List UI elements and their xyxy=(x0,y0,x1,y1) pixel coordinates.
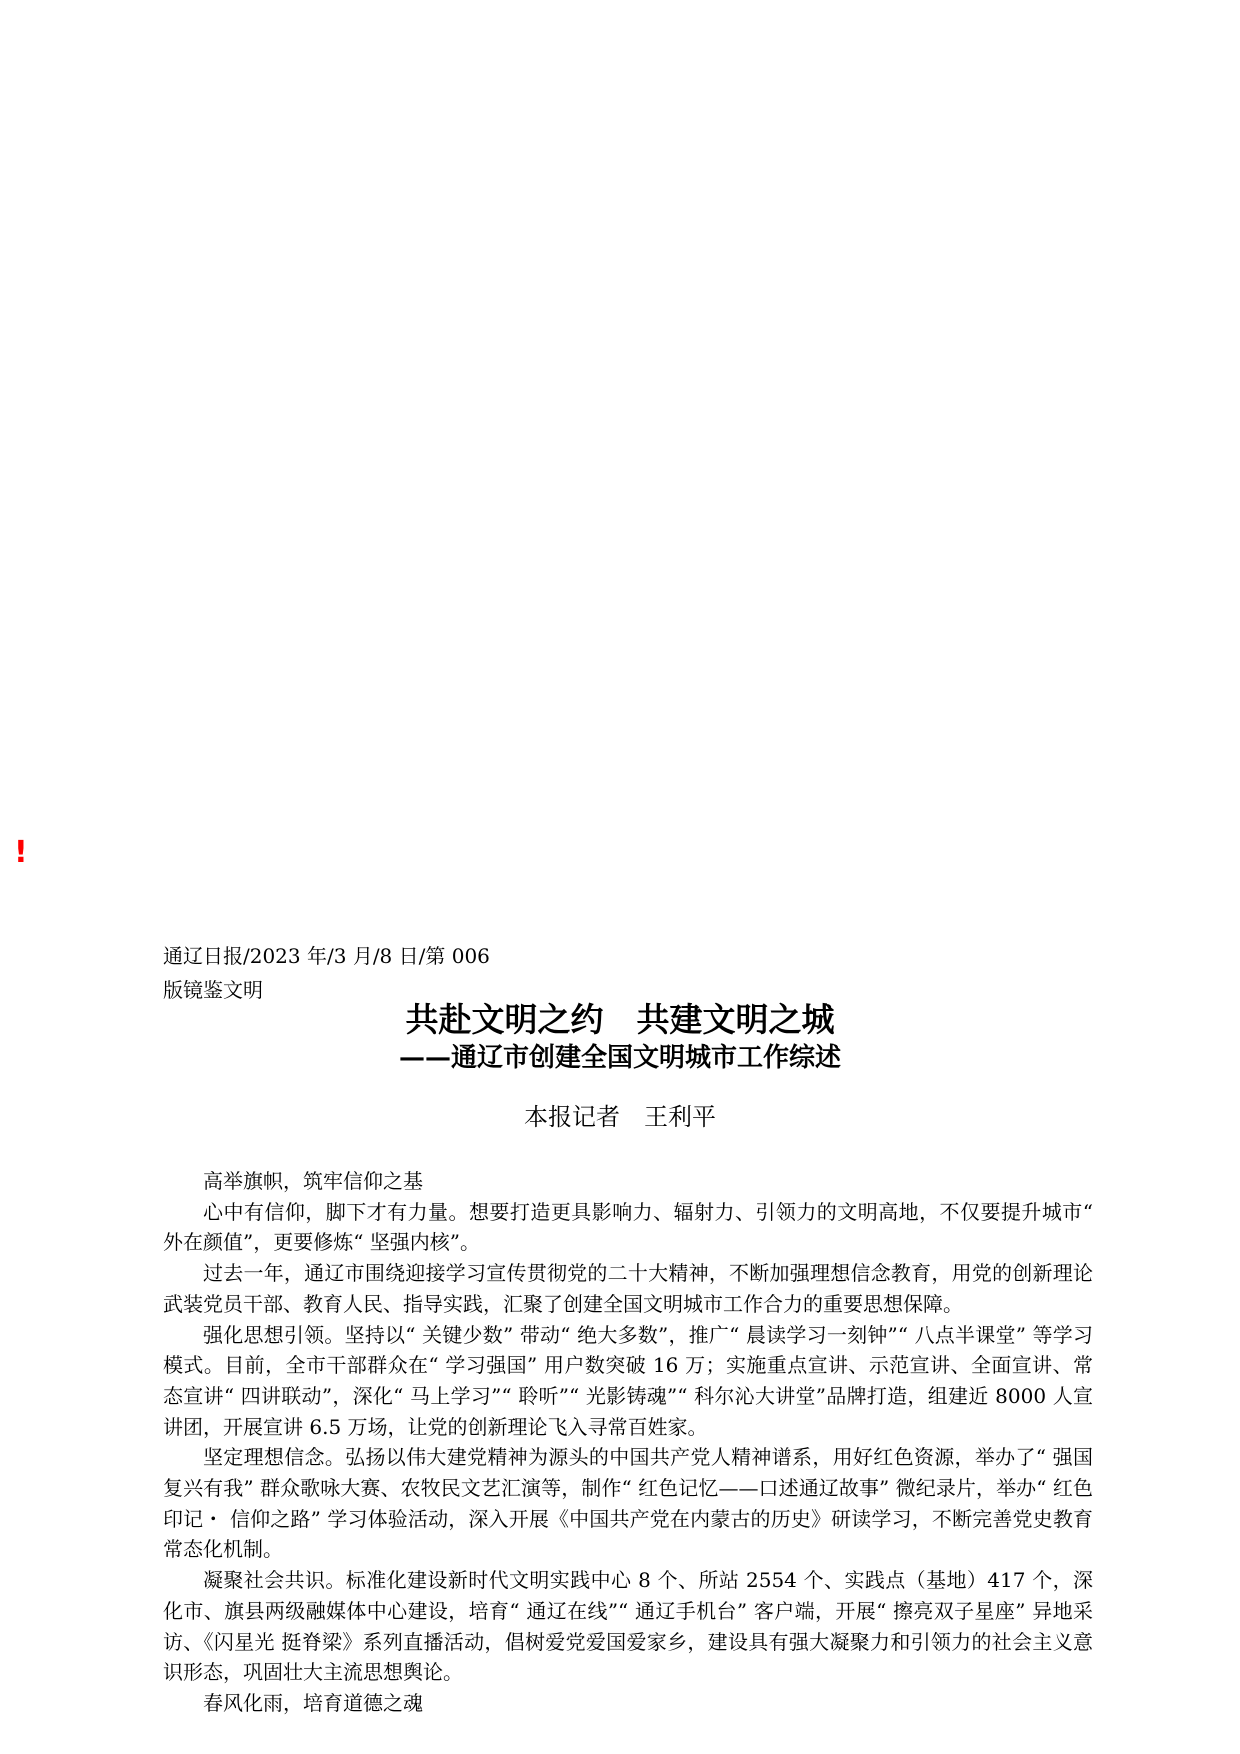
body-paragraph: 心中有信仰，脚下才有力量。想要打造更具影响力、辐射力、引领力的文明高地，不仅要提升城市“ 外在颜值”，更要修炼“ 坚强内核”。 xyxy=(163,1199,1093,1255)
article-byline: 本报记者 王利平 xyxy=(524,1103,716,1131)
section-heading: 高举旗帜，筑牢信仰之基 xyxy=(203,1169,423,1193)
body-paragraph: 坚定理想信念。弘扬以伟大建党精神为源头的中国共产党人精神谱系，用好红色资源，举办了“ 强国复兴有我” 群众歌咏大赛、农牧民文艺汇演等，制作“ 红色记忆——口述通辽故事” 微纪录片，举办“ 红色印记・ 信仰之路” 学习体验活动，深入开展《中国共产党在内蒙古的历史》研读学习，不断完善党史教育常态化机制。 xyxy=(163,1445,1093,1562)
red-exclamation-mark: ! xyxy=(14,835,28,870)
body-paragraph: 过去一年，通辽市围绕迎接学习宣传贯彻党的二十大精神，不断加强理想信念教育，用党的创新理论武装党员干部、教育人民、指导实践，汇聚了创建全国文明城市工作合力的重要思想保障。 xyxy=(163,1261,1093,1316)
source-line-2: 版镜鉴文明 xyxy=(163,978,263,1002)
article-title: 共赴文明之约 共建文明之城 xyxy=(405,1000,835,1039)
body-paragraph: 凝聚社会共识。标准化建设新时代文明实践中心 8 个、所站 2554 个、实践点（基地）417 个，深化市、旗县两级融媒体中心建设，培育“ 通辽在线”“ 通辽手机台” 客户端，开展“ 擦亮双子星座” 异地采访、《闪星光 挺脊梁》系列直播活动，倡树爱党爱国爱家乡，建设具有强大凝聚力和引领力的社会主义意识形态，巩固壮大主流思想舆论。 xyxy=(163,1568,1093,1685)
body-paragraph: 强化思想引领。坚持以“ 关键少数” 带动“ 绝大多数”，推广“ 晨读学习一刻钟”“ 八点半课堂” 等学习模式。目前，全市干部群众在“ 学习强国” 用户数突破 16 万；实施重点宣讲、示范宣讲、全面宣讲、常态宣讲“ 四讲联动”，深化“ 马上学习”“ 聆听”“ 光影铸魂”“ 科尔沁大讲堂”品牌打造，组建近 8000 人宣讲团，开展宣讲 6.5 万场，让党的创新理论飞入寻常百姓家。 xyxy=(163,1322,1093,1439)
source-line-1: 通辽日报/2023 年/3 月/8 日/第 006 xyxy=(163,944,490,968)
article-subtitle: ——通辽市创建全国文明城市工作综述 xyxy=(398,1043,841,1073)
section-heading: 春风化雨，培育道德之魂 xyxy=(203,1690,423,1715)
article-body xyxy=(163,1166,1093,1719)
